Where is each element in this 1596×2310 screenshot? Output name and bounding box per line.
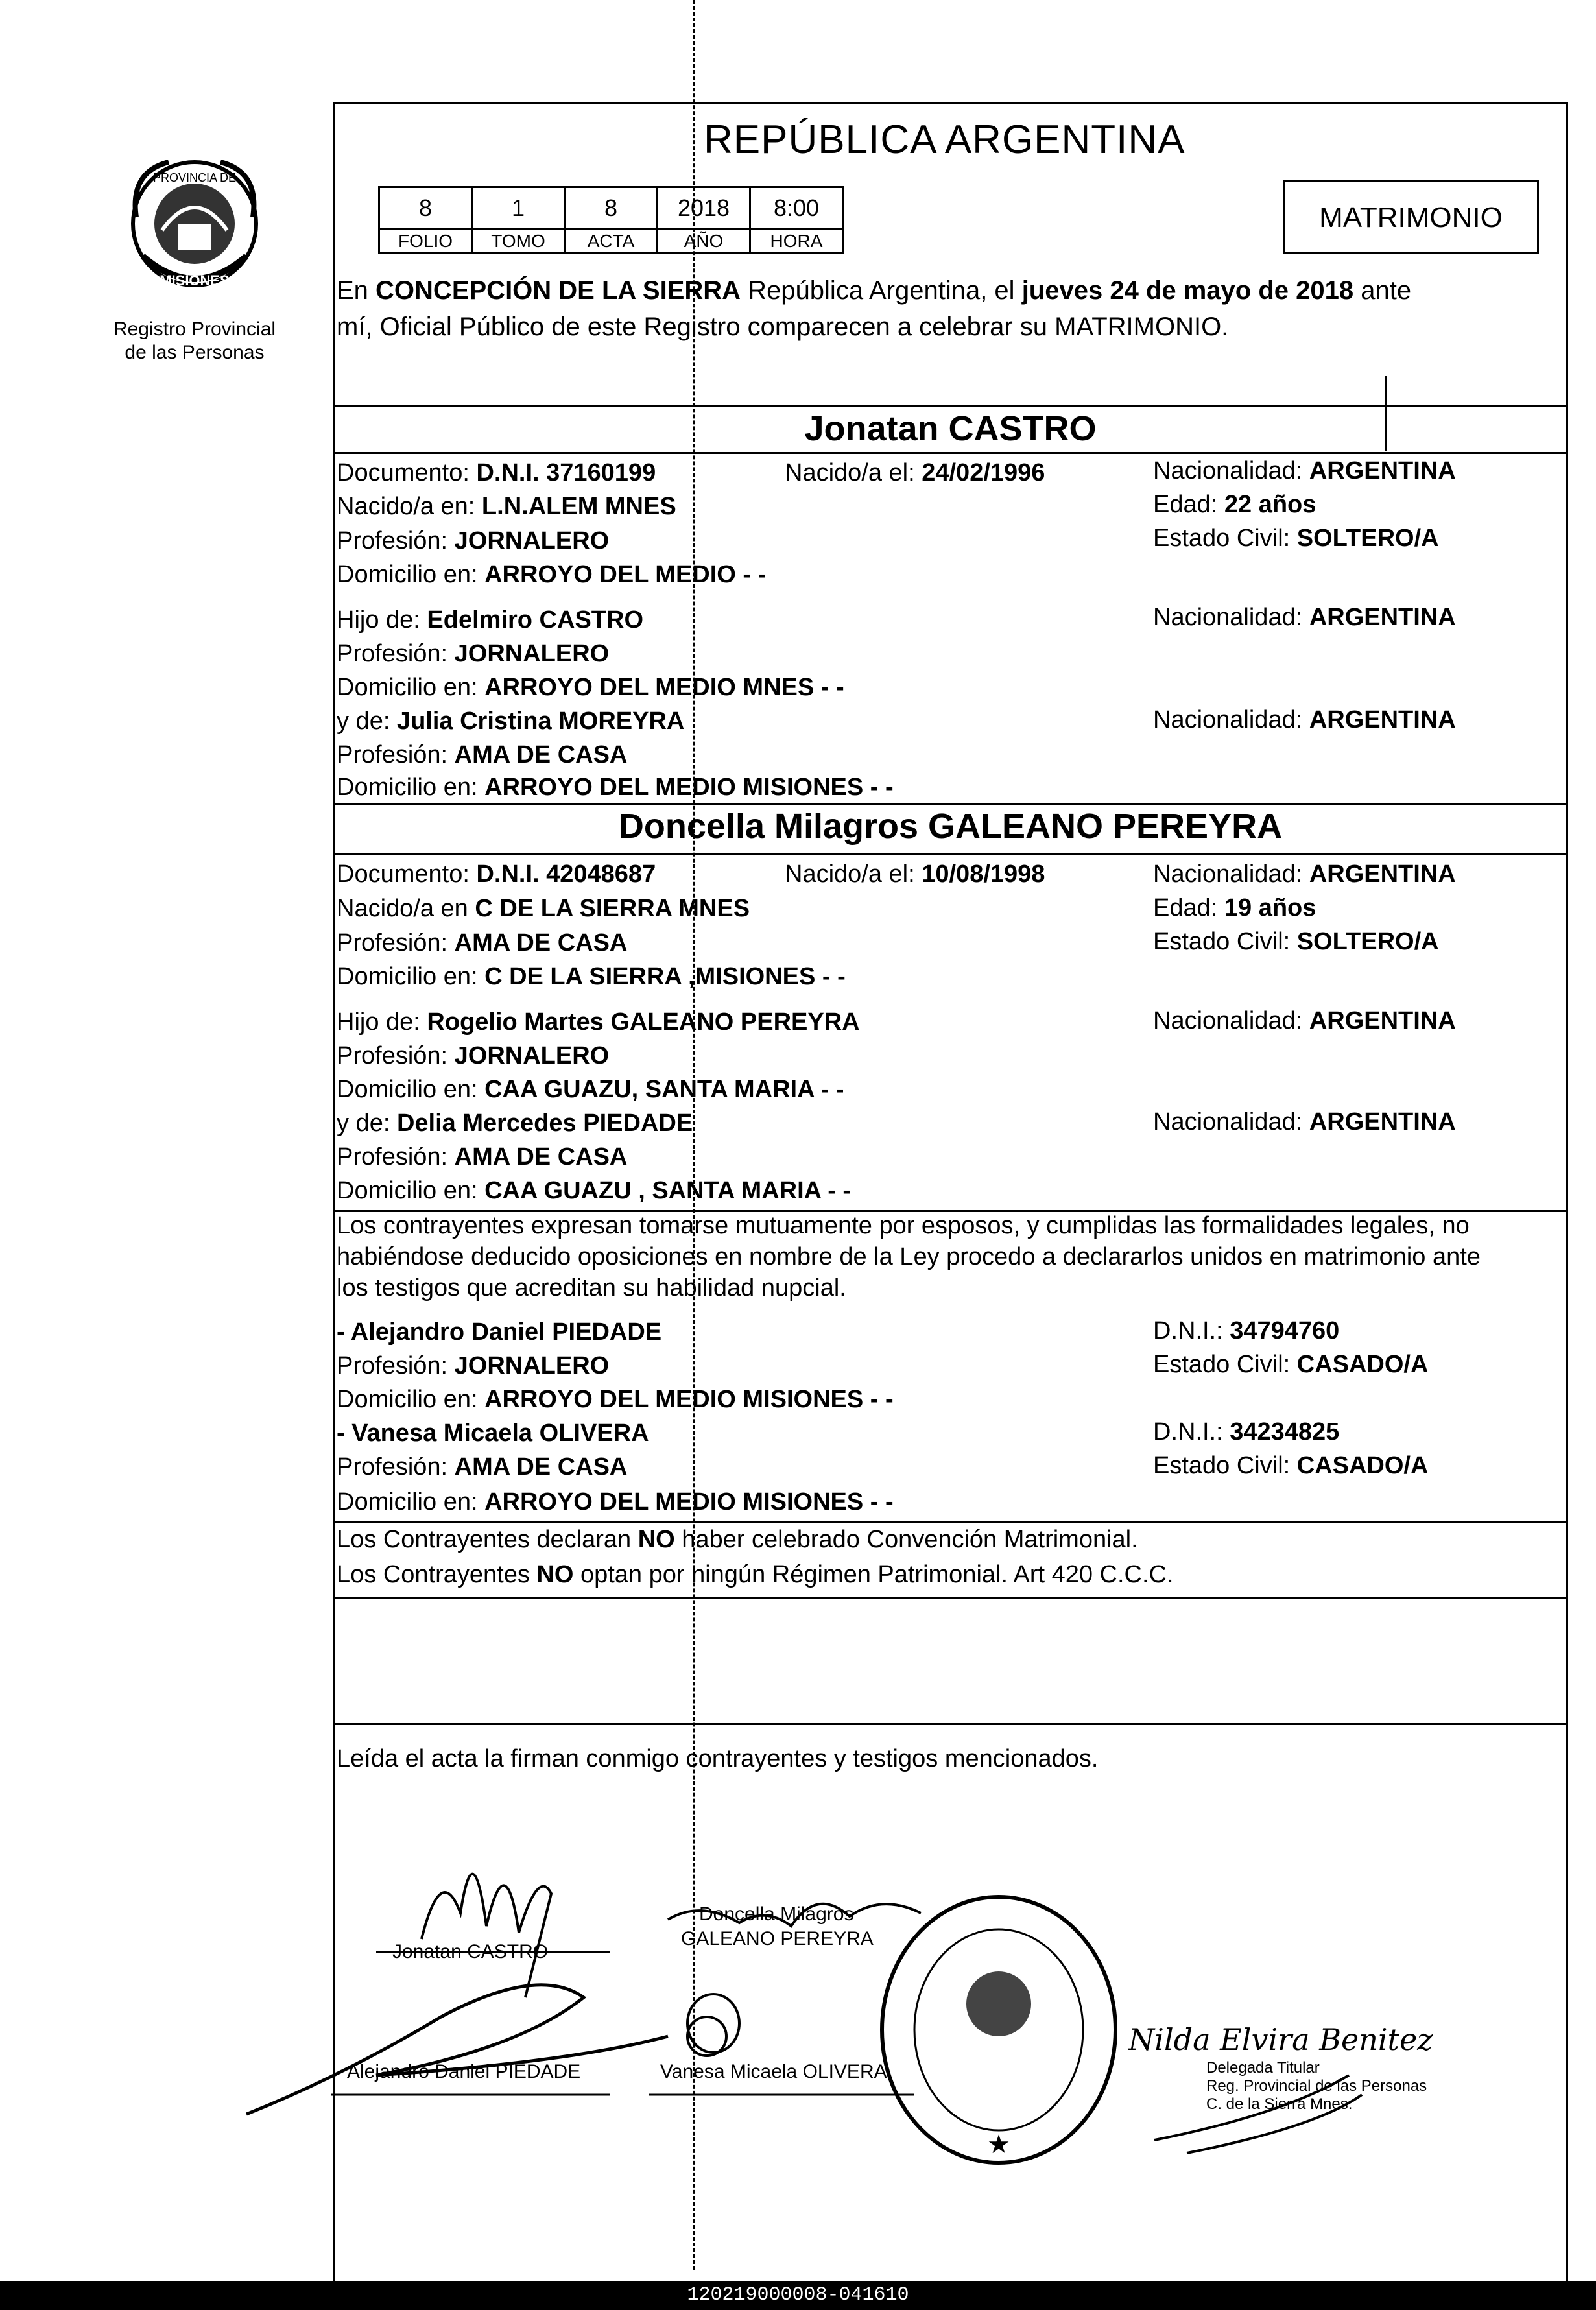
bride-signature-label-1: Doncella Milagros [699,1903,854,1925]
svg-text:PROVINCIA DE: PROVINCIA DE [152,171,237,184]
bride-mother: y de: Delia Mercedes PIEDADE [337,1110,693,1137]
registry-table [378,186,844,254]
divider [333,853,1568,855]
svg-text:MISIONES: MISIONES [160,272,230,289]
convention-statement: Los Contrayentes declaran NO haber celebrado Convención Matrimonial. [337,1526,1138,1553]
groom-father: Hijo de: Edelmiro CASTRO [337,606,644,634]
witness2-signature [687,1994,739,2053]
groom-mother: y de: Julia Cristina MOREYRA [337,708,685,735]
bride-signature-label-2: GALEANO PEREYRA [681,1928,874,1949]
bride-mother-address: Domicilio en: CAA GUAZU , SANTA MARIA - - [337,1177,852,1204]
bride-address: Domicilio en: C DE LA SIERRA ,MISIONES - - [337,963,846,990]
bride-father-address: Domicilio en: CAA GUAZU, SANTA MARIA - - [337,1076,844,1103]
witness1-signature-label: Alejandro Daniel PIEDADE [347,2061,581,2082]
bride-civil-status: Estado Civil: SOLTERO/A [1153,928,1439,955]
groom-birth-date: Nacido/a el: 24/02/1996 [785,459,1045,486]
groom-father-profession: Profesión: JORNALERO [337,640,610,667]
groom-name: Jonatan CASTRO [804,409,1097,448]
document-code-footer: 120219000008-041610 [0,2281,1596,2310]
year-value: 2018 [658,187,750,230]
divider [333,405,1568,407]
bride-profession: Profesión: AMA DE CASA [337,929,628,957]
bride-father-nationality: Nacionalidad: ARGENTINA [1153,1007,1456,1034]
witness2-address: Domicilio en: ARROYO DEL MEDIO MISIONES - - [337,1488,894,1516]
intro-text: En CONCEPCIÓN DE LA SIERRA República Argentina, el jueves 24 de mayo de 2018 ante mí, Oficial Público de este Registro comparecen a celebrar su MATRIMONIO. [337,276,1412,341]
bride-mother-nationality: Nacionalidad: ARGENTINA [1153,1108,1456,1136]
witness2-dni: D.N.I.: 34234825 [1153,1418,1340,1446]
registry-label: Registro Provincial de las Personas [113,318,276,363]
officer-title: Delegada Titular Reg. Provincial de las Personas C. de la Sierra Mnes. [1206,2059,1427,2113]
bride-nationality: Nacionalidad: ARGENTINA [1153,861,1456,888]
groom-father-nationality: Nacionalidad: ARGENTINA [1153,604,1456,631]
groom-document: Documento: D.N.I. 37160199 [337,459,656,486]
bride-name: Doncella Milagros GALEANO PEREYRA [618,807,1283,846]
groom-nationality: Nacionalidad: ARGENTINA [1153,457,1456,484]
bride-birthplace: Nacido/a en C DE LA SIERRA MNES [337,895,750,922]
bride-document: Documento: D.N.I. 42048687 [337,861,656,888]
document-title: REPÚBLICA ARGENTINA [704,117,1185,162]
witness2-name: - Vanesa Micaela OLIVERA [337,1420,649,1447]
groom-age: Edad: 22 años [1153,491,1316,518]
groom-profession: Profesión: JORNALERO [337,527,610,554]
bride-father: Hijo de: Rogelio Martes GALEANO PEREYRA [337,1008,860,1036]
witness1-name: - Alejandro Daniel PIEDADE [337,1318,662,1346]
svg-text:★: ★ [987,2130,1010,2160]
tomo-value: 1 [472,187,565,230]
hour-label: HORA [750,230,843,254]
witness2-profession: Profesión: AMA DE CASA [337,1453,628,1481]
witness1-dni: D.N.I.: 34794760 [1153,1317,1340,1344]
bride-birth-date: Nacido/a el: 10/08/1998 [785,861,1045,888]
groom-signature [422,1874,551,1997]
divider [333,1723,1568,1725]
declaration-text: Los contrayentes expresan tomarse mutuamente por esposos, y cumplidas las formalidades legales, no habiéndose deducido oposiciones en nombre de la Ley procedo a declararlos unidos en matrimonio ante los testigos que acreditan su habilidad nupcial. [337,1212,1481,1302]
witness2-signature-label: Vanesa Micaela OLIVERA [660,2061,887,2082]
tomo-label: TOMO [472,230,565,254]
groom-mother-address: Domicilio en: ARROYO DEL MEDIO MISIONES - - [337,774,894,801]
hour-value: 8:00 [750,187,843,230]
provincial-seal-logo [117,146,272,302]
folio-value: 8 [379,187,472,230]
groom-mother-nationality: Nacionalidad: ARGENTINA [1153,706,1456,733]
bride-father-profession: Profesión: JORNALERO [337,1042,610,1069]
closing-text: Leída el acta la firman conmigo contrayentes y testigos mencionados. [337,1745,1099,1772]
witness2-civil-status: Estado Civil: CASADO/A [1153,1452,1429,1479]
patrimonial-regime-statement: Los Contrayentes NO optan por ningún Régimen Patrimonial. Art 420 C.C.C. [337,1561,1174,1588]
groom-father-address: Domicilio en: ARROYO DEL MEDIO MNES - - [337,674,844,701]
witness1-address: Domicilio en: ARROYO DEL MEDIO MISIONES - - [337,1386,894,1413]
officer-signature: Nilda Elvira Benitez [1128,2022,1433,2057]
folio-label: FOLIO [379,230,472,254]
groom-civil-status: Estado Civil: SOLTERO/A [1153,525,1439,552]
act-type-box: MATRIMONIO [1283,180,1539,254]
divider [333,1597,1568,1599]
witness1-profession: Profesión: JORNALERO [337,1352,610,1379]
acta-label: ACTA [565,230,658,254]
bride-age: Edad: 19 años [1153,894,1316,922]
witness1-civil-status: Estado Civil: CASADO/A [1153,1351,1429,1378]
groom-birthplace: Nacido/a en: L.N.ALEM MNES [337,493,676,520]
groom-signature-label: Jonatan CASTRO [392,1941,549,1962]
acta-value: 8 [565,187,658,230]
bride-mother-profession: Profesión: AMA DE CASA [337,1143,628,1171]
groom-address: Domicilio en: ARROYO DEL MEDIO - - [337,561,767,588]
groom-mother-profession: Profesión: AMA DE CASA [337,741,628,768]
year-label: AÑO [658,230,750,254]
